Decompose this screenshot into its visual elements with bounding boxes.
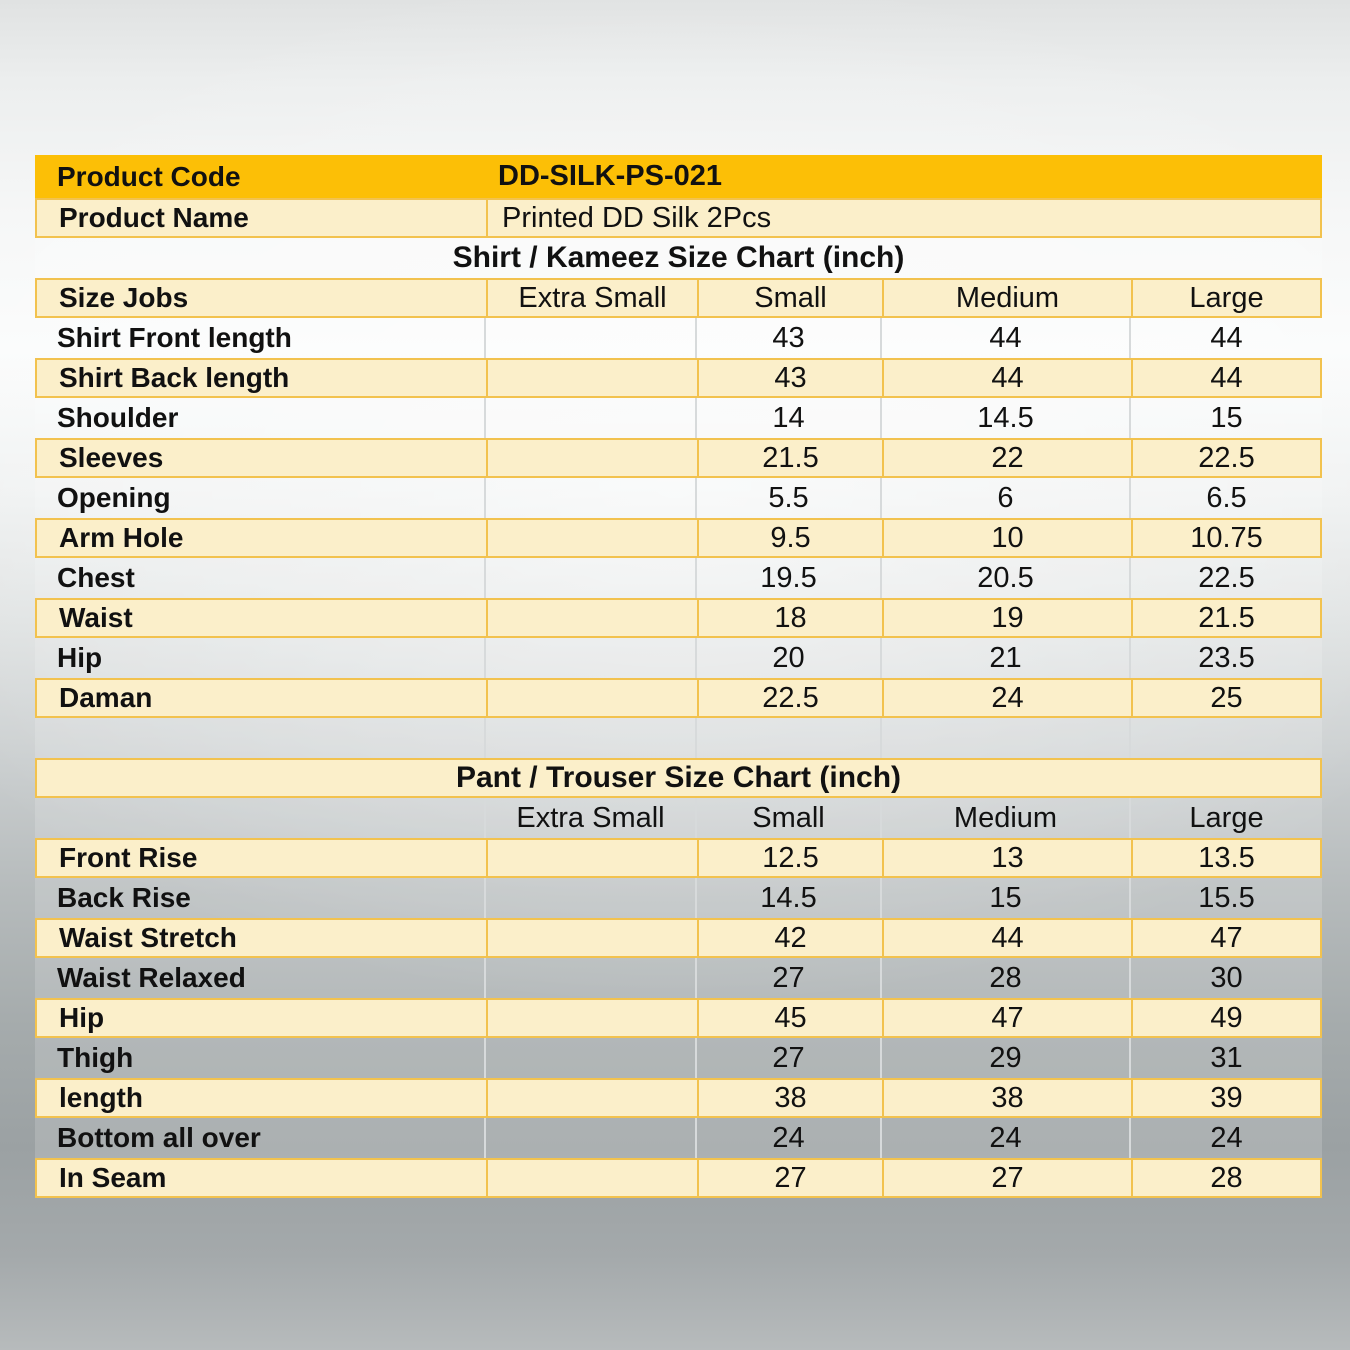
cell-extra-small [486,920,697,956]
cell-extra-small [484,1118,695,1158]
cell-small: 14.5 [695,878,880,918]
spacer-cell [880,718,1129,758]
cell-large: 15.5 [1129,878,1322,918]
cell-extra-small [484,318,695,358]
cell-medium: 21 [880,638,1129,678]
row-label: In Seam [59,1162,167,1193]
table-row [35,998,1322,1038]
cell-small: 14 [695,398,880,438]
cell-extra-small [486,1080,697,1116]
cell-small: 27 [697,1160,882,1196]
table-row [35,958,1322,998]
cell-large: 28 [1131,1160,1320,1196]
spacer-cell [1129,718,1322,758]
size-col-medium: Medium [880,798,1129,838]
cell-extra-small [486,440,697,476]
row-label: Shirt Front length [57,322,292,353]
spacer-row [35,718,1322,758]
cell-large: 23.5 [1129,638,1322,678]
row-label: length [59,1082,143,1113]
row-label: Arm Hole [59,522,184,553]
spacer-cell [695,718,880,758]
table-row [35,358,1322,398]
cell-small: 22.5 [697,680,882,716]
cell-extra-small [484,398,695,438]
cell-large: 13.5 [1131,840,1320,876]
table-row [35,518,1322,558]
table-row [35,1038,1322,1078]
cell-medium: 28 [880,958,1129,998]
row-label: Shoulder [57,402,179,433]
cell-medium: 24 [880,1118,1129,1158]
row-label: Opening [57,482,171,513]
cell-large: 24 [1129,1118,1322,1158]
size-col-extra-small: Extra Small [486,280,697,316]
cell-small: 5.5 [695,478,880,518]
cell-large: 31 [1129,1038,1322,1078]
cell-medium: 15 [880,878,1129,918]
cell-medium: 29 [880,1038,1129,1078]
cell-small: 42 [697,920,882,956]
cell-extra-small [486,360,697,396]
cell-small: 12.5 [697,840,882,876]
size-jobs-label: Size Jobs [59,282,189,313]
pant-size-header-row [35,798,1322,838]
row-label: Sleeves [59,442,164,473]
cell-extra-small [486,600,697,636]
cell-small: 20 [695,638,880,678]
cell-large: 22.5 [1131,440,1320,476]
shirt-rows [35,318,1322,718]
cell-large: 21.5 [1131,600,1320,636]
cell-large: 15 [1129,398,1322,438]
row-label: Waist Stretch [59,922,237,953]
table-row [35,478,1322,518]
table-row [35,598,1322,638]
cell-large: 49 [1131,1000,1320,1036]
row-label: Waist [59,602,133,633]
row-label: Back Rise [57,882,191,913]
cell-extra-small [486,1160,697,1196]
cell-medium: 14.5 [880,398,1129,438]
table-row [35,1158,1322,1198]
row-label: Thigh [57,1042,134,1073]
size-col-small: Small [695,798,880,838]
pant-rows [35,838,1322,1198]
table-row [35,558,1322,598]
table-row [35,918,1322,958]
cell-medium: 22 [882,440,1131,476]
cell-large: 25 [1131,680,1320,716]
row-label: Chest [57,562,135,593]
cell-small: 21.5 [697,440,882,476]
cell-small: 9.5 [697,520,882,556]
cell-small: 45 [697,1000,882,1036]
cell-large: 6.5 [1129,478,1322,518]
cell-large: 47 [1131,920,1320,956]
cell-extra-small [484,558,695,598]
pant-size-header-empty [35,798,484,838]
spacer-cell [35,718,484,758]
spacer-cell [484,718,695,758]
size-col-large: Large [1131,280,1320,316]
cell-extra-small [484,478,695,518]
shirt-chart-title: Shirt / Kameez Size Chart (inch) [452,241,905,274]
cell-extra-small [484,638,695,678]
cell-medium: 44 [882,360,1131,396]
product-code-label: Product Code [57,160,241,192]
cell-extra-small [486,1000,697,1036]
cell-small: 19.5 [695,558,880,598]
cell-large: 44 [1129,318,1322,358]
cell-medium: 44 [880,318,1129,358]
table-row [35,318,1322,358]
table-row [35,678,1322,718]
cell-large: 39 [1131,1080,1320,1116]
cell-large: 10.75 [1131,520,1320,556]
product-name-label: Product Name [59,202,249,233]
cell-large: 22.5 [1129,558,1322,598]
cell-medium: 20.5 [880,558,1129,598]
table-row [35,1078,1322,1118]
cell-medium: 27 [882,1160,1131,1196]
table-row [35,398,1322,438]
row-label: Shirt Back length [59,362,290,393]
shirt-size-header-row [35,278,1322,318]
row-label: Hip [57,642,103,673]
pant-chart-title: Pant / Trouser Size Chart (inch) [455,761,902,794]
cell-medium: 47 [882,1000,1131,1036]
cell-medium: 13 [882,840,1131,876]
row-label: Bottom all over [57,1122,261,1153]
cell-small: 43 [697,360,882,396]
table-row [35,1118,1322,1158]
pant-section-title-row [35,758,1322,798]
row-label: Daman [59,682,153,713]
cell-extra-small [486,520,697,556]
size-col-large: Large [1129,798,1322,838]
size-col-extra-small: Extra Small [484,798,695,838]
cell-medium: 19 [882,600,1131,636]
cell-medium: 24 [882,680,1131,716]
table-row [35,878,1322,918]
cell-medium: 38 [882,1080,1131,1116]
cell-small: 24 [695,1118,880,1158]
cell-small: 27 [695,1038,880,1078]
cell-large: 30 [1129,958,1322,998]
size-chart-table [35,155,1322,1198]
row-label: Front Rise [59,842,198,873]
table-row [35,638,1322,678]
cell-extra-small [484,878,695,918]
cell-small: 27 [695,958,880,998]
cell-small: 43 [695,318,880,358]
table-row [35,838,1322,878]
cell-small: 18 [697,600,882,636]
cell-medium: 10 [882,520,1131,556]
cell-extra-small [484,958,695,998]
row-label: Hip [59,1002,105,1033]
cell-medium: 6 [880,478,1129,518]
cell-small: 38 [697,1080,882,1116]
cell-extra-small [484,1038,695,1078]
row-label: Waist Relaxed [57,962,246,993]
cell-extra-small [486,680,697,716]
shirt-section-title-row [35,238,1322,278]
size-col-small: Small [697,280,882,316]
product-name-row [35,198,1322,238]
product-code-value: DD-SILK-PS-021 [498,160,722,192]
product-name-value: Printed DD Silk 2Pcs [486,200,1320,236]
cell-large: 44 [1131,360,1320,396]
product-code-row [35,155,1322,198]
table-row [35,438,1322,478]
cell-medium: 44 [882,920,1131,956]
size-col-medium: Medium [882,280,1131,316]
cell-extra-small [486,840,697,876]
